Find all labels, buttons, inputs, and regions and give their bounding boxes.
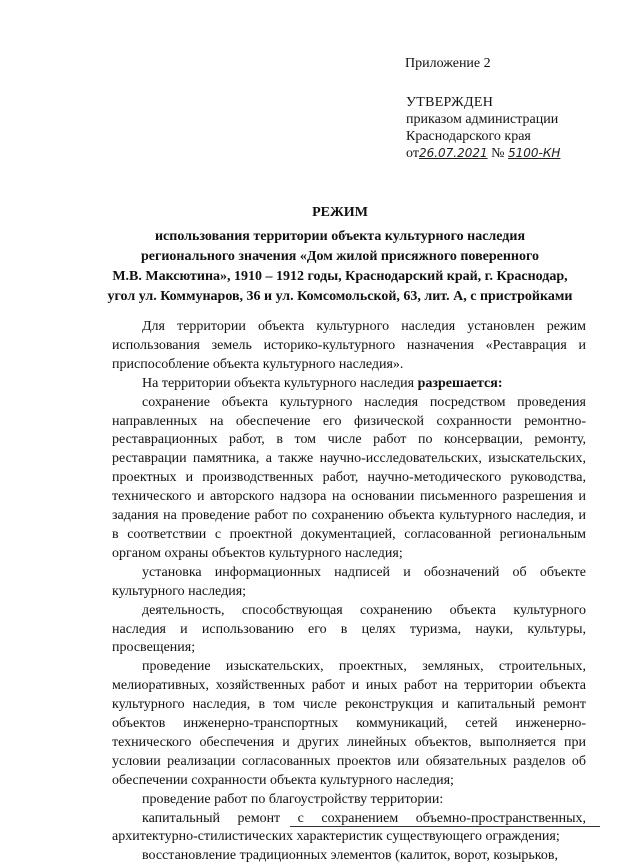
bottom-divider	[290, 826, 600, 827]
title-line: использования территории объекта культурного наследия	[154, 229, 526, 244]
approval-block	[406, 94, 560, 162]
document-title	[40, 205, 640, 307]
paragraph: капитальный ремонт с сохранением объемно-пространственных, архитектурно-стилистических характеристик существующего ограждения;	[112, 810, 586, 845]
paragraph: деятельность, способствующая сохранению объекта культурного наследия и использованию его в целях туризма, науки, культуры, просвещения;	[112, 602, 586, 656]
approval-number: 5100-КН	[508, 146, 561, 160]
paragraph	[112, 375, 586, 394]
approval-date-line	[406, 145, 560, 162]
paragraph: сохранение объекта культурного наследия посредством проведения направленных на обеспечение его физической сохранности ремонтно-реставрационных работ, в том числе работ по консервации, ремонту, реставрации памятника, а также научно-исследовательских, изыскательских, проектных и производственных работ, научно-методического руководства, технического и авторского надзора на основании письменного разрешения и задания на проведение работ по сохранению объекта культурного наследия, и в соответствии с проектной документацией, согласованной региональным органом охраны объектов культурного наследия;	[112, 394, 586, 561]
approved-by-order: приказом администрации	[406, 112, 559, 127]
approved-region: Краснодарского края	[406, 129, 531, 144]
paragraph: восстановление традиционных элементов (калиток, ворот, козырьков,	[142, 848, 558, 864]
title-line: М.В. Максютина», 1910 – 1912 годы, Краснодарский край, г. Краснодар,	[112, 269, 568, 284]
paragraph: проведение работ по благоустройству территории:	[142, 791, 444, 807]
document-body	[112, 318, 586, 866]
paragraph-text: На территории объекта культурного наследия	[142, 375, 418, 391]
annex-label: Приложение 2	[405, 56, 491, 71]
number-prefix: №	[491, 146, 505, 161]
approval-date: 26.07.2021	[418, 146, 488, 160]
date-prefix: от	[406, 146, 419, 161]
paragraph-emphasis: разрешается:	[417, 375, 503, 391]
approved-heading: УТВЕРЖДЕН	[406, 95, 494, 110]
paragraph: проведение изыскательских, проектных, земляных, строительных, мелиоративных, хозяйственных работ и иных работ на территории объекта культурного наследия, в том числе реконструкция и капитальный ремонт объектов инженерно-транспортных коммуникаций, сетей инженерно-технического обеспечения и других линейных объектов, выполняется при условии реализации согласованных проектов или обязательных разделов об обеспечении сохранности объекта культурного наследия;	[112, 659, 586, 788]
title-line: угол ул. Коммунаров, 36 и ул. Комсомольской, 63, лит. А, с пристройками	[107, 289, 573, 304]
title-main: РЕЖИМ	[312, 205, 368, 220]
title-line: регионального значения «Дом жилой присяжного поверенного	[140, 249, 539, 264]
paragraph: установка информационных надписей и обозначений об объекте культурного наследия;	[112, 564, 586, 599]
paragraph: Для территории объекта культурного наследия установлен режим использования земель историко-культурного назначения «Реставрация и приспособление объекта культурного наследия».	[112, 319, 586, 372]
